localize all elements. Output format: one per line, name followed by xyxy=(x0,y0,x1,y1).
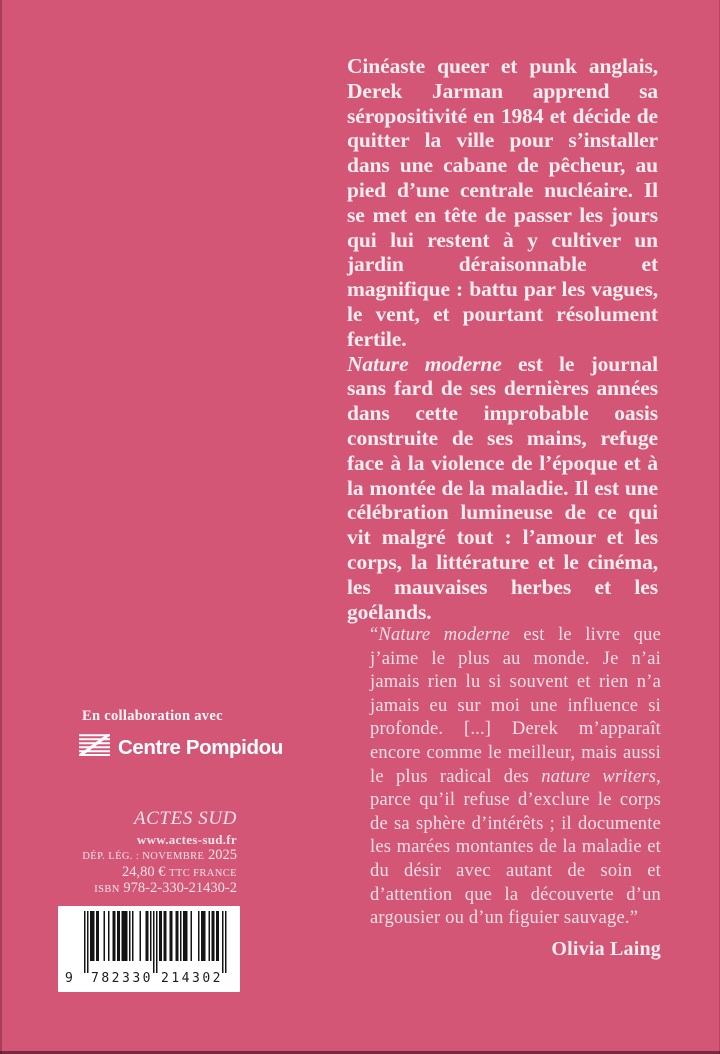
legal-deposit-year: 2025 xyxy=(208,847,237,863)
isbn-value: 978-2-330-21430-2 xyxy=(123,880,237,896)
quote-part-1: est le livre que j’aime le plus au monde. Je n’ai jamais rien lu si souvent et rien n’a jamais eu sur moi une influence si profonde. [...] Derek m’apparaît encore comme le meilleur, mais aussi le plus radical des xyxy=(370,625,661,787)
publisher-website: www.actes-sud.fr xyxy=(136,832,237,847)
barcode-digit-first: 9 xyxy=(65,971,73,986)
synopsis-paragraph-2-text: est le journal sans fard de ses dernières années dans cette improbable oasis construite de ses mains, refuge face à la violence de l’époque et à la montée de la maladie. Il est une célébration lumineuse de ce qui vit malgré tout : l’amour et les corps, la littérature et le cinéma, les mauvaises herbes et les goélands. xyxy=(347,351,658,624)
quote-attribution: Olivia Laing xyxy=(551,937,661,960)
isbn-line xyxy=(55,881,237,898)
barcode-bars xyxy=(58,906,240,976)
price-value: 24,80 € xyxy=(121,863,166,880)
nature-writers-italic: nature writers xyxy=(541,766,657,787)
isbn-label: ISBN xyxy=(94,884,120,895)
publisher-name: ACTES SUD xyxy=(133,808,237,829)
price-line xyxy=(55,865,237,882)
synopsis xyxy=(347,54,658,624)
press-quote-text xyxy=(370,624,661,931)
synopsis-paragraph-2 xyxy=(347,352,658,625)
book-title-italic: Nature moderne xyxy=(347,351,502,376)
pompidou-stripes-icon xyxy=(79,734,110,761)
barcode xyxy=(58,906,240,992)
press-quote-block xyxy=(370,624,661,961)
publisher-block xyxy=(55,808,237,898)
centre-pompidou-logo xyxy=(79,734,283,761)
barcode-digits xyxy=(58,971,240,987)
open-quote-mark: “ xyxy=(370,625,379,645)
price-suffix: TTC FRANCE xyxy=(169,867,237,879)
collaboration-label: En collaboration avec xyxy=(82,708,223,724)
barcode-digits-right: 214302 xyxy=(161,971,223,986)
synopsis-paragraph-1: Cinéaste queer et punk anglais, Derek Jarman apprend sa séropositivité en 1984 et décide de quitter la ville pour s’installer dans une cabane de pêcheur, au pied d’une centrale nucléaire. Il se met en tête de passer les jours qui lui restent à y cultiver un jardin déraisonnable et magnifique : battu par les vagues, le vent, et pourtant résolument fertile. xyxy=(347,54,658,351)
barcode-digits-left: 782330 xyxy=(91,971,153,986)
quoted-book-title-italic: Nature moderne xyxy=(378,625,510,645)
legal-deposit-label: DÉP. LÉG. : NOVEMBRE xyxy=(82,851,205,862)
cover-left-edge xyxy=(0,0,2,1054)
centre-pompidou-wordmark: Centre Pompidou xyxy=(118,735,283,759)
quote-part-2: , parce qu’il refuse d’exclure le corps de sa sphère d’intérêts ; il documente les marées montantes de la maladie et du désir avec autant de soin et d’attention que la découverte d’un argousier ou d’un figuier sauvage.” xyxy=(370,766,661,929)
legal-deposit-line xyxy=(55,848,237,865)
